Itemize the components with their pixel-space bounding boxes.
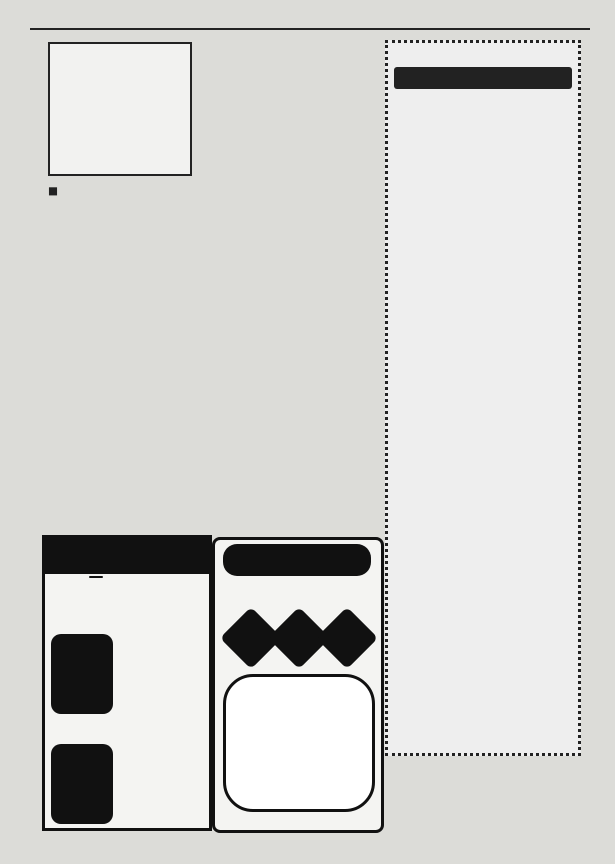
aow-title xyxy=(45,538,209,574)
square-bullet-icon: ■ xyxy=(48,185,59,197)
continued-label xyxy=(48,182,58,201)
top-big-digit xyxy=(51,634,113,714)
header-rule xyxy=(30,28,590,30)
aow-subtitle xyxy=(89,576,103,578)
hot-title xyxy=(223,544,371,576)
article-title-box xyxy=(48,42,192,176)
page-header xyxy=(30,7,605,27)
single-digit-panel xyxy=(223,674,375,812)
aow-prediction-box xyxy=(42,535,212,831)
hot-number-box xyxy=(212,537,384,833)
lottery-title xyxy=(394,67,572,89)
bottom-big-digit xyxy=(51,744,113,824)
digit-badge xyxy=(316,607,378,669)
lottery-results-panel xyxy=(385,40,581,756)
